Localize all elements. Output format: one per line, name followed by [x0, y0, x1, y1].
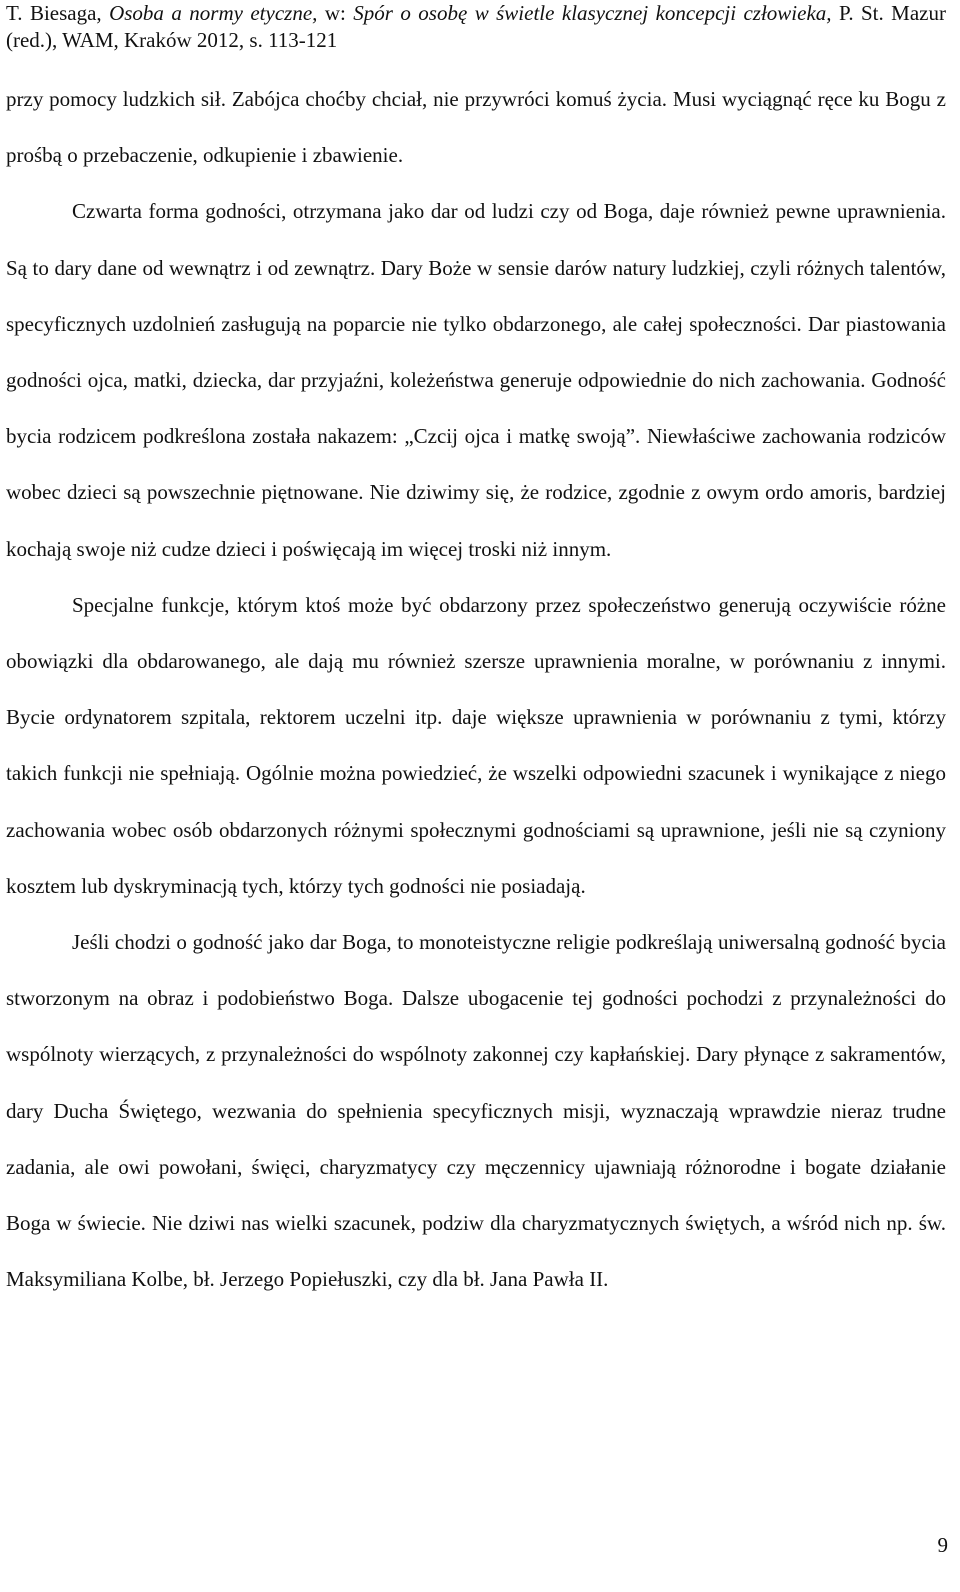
paragraph-1: przy pomocy ludzkich sił. Zabójca choćby chciał, nie przywróci komuś życia. Musi wyciągnąć ręce ku Bogu z prośbą o przebaczenie, odkupienie i zbawienie.	[6, 87, 946, 168]
document-page	[6, 0, 946, 1307]
citation-in: w:	[317, 1, 354, 25]
citation-author: T. Biesaga,	[6, 1, 110, 25]
paragraph-4: Jeśli chodzi o godność jako dar Boga, to monoteistyczne religie podkreślają uniwersalną godność bycia stworzonym na obraz i podobieństwo Boga. Dalsze ubogacenie tej godności pochodzi z przynależności do wspólnoty wierzących, z przynależności do wspólnoty zakonnej czy kapłańskiej. Dary płynące z sakramentów, dary Ducha Świętego, wezwania do spełnienia specyficznych misji, wyznaczają wprawdzie nieraz trudne zadania, ale owi powołani, święci, charyzmatycy czy męczennicy ujawniają różnorodne i bogate działanie Boga w świecie. Nie dziwi nas wielki szacunek, podziw dla charyzmatycznych świętych, a wśród nich np. św. Maksymiliana Kolbe, bł. Jerzego Popiełuszki, czy dla bł. Jana Pawła II.	[6, 930, 946, 1292]
citation-article-title: Osoba a normy etyczne,	[109, 1, 318, 25]
citation-book-title: Spór o osobę w świetle klasycznej koncepcji człowieka,	[353, 1, 832, 25]
paragraph-3: Specjalne funkcje, którym ktoś może być obdarzony przez społeczeństwo generują oczywiście różne obowiązki dla obdarowanego, ale dają mu również szersze uprawnienia moralne, w porównaniu z innymi. Bycie ordynatorem szpitala, rektorem uczelni itp. daje większe uprawnienia w porównaniu z tymi, którzy takich funkcji nie spełniają. Ogólnie można powiedzieć, że wszelki odpowiedni szacunek i wynikające z niego zachowania wobec osób obdarzonych różnymi społecznymi godnościami są uprawnione, jeśli nie są czyniony kosztem lub dyskryminacją tych, którzy tych godności nie posiadają.	[6, 592, 946, 898]
paragraph-2: Czwarta forma godności, otrzymana jako dar od ludzi czy od Boga, daje również pewne uprawnienia. Są to dary dane od wewnątrz i od zewnątrz. Dary Boże w sensie darów natury ludzkiej, czyli różnych talentów, specyficznych uzdolnień zasługują na poparcie nie tylko obdarzonego, ale całej społeczności. Dar piastowania godności ojca, matki, dziecka, dar przyjaźni, koleżeństwa generuje odpowiednie do nich zachowania. Godność bycia rodzicem podkreślona została nakazem: „Czcij ojca i matkę swoją”. Niewłaściwe zachowania rodziców wobec dzieci są powszechnie piętnowane. Nie dziwimy się, że rodzice, zgodnie z owym ordo amoris, bardziej kochają swoje niż cudze dzieci i poświęcają im więcej troski niż innym.	[6, 199, 946, 561]
page-number: 9	[937, 1533, 948, 1557]
citation-header	[6, 0, 946, 54]
citation-publication: P. St. Mazur (red.), WAM, Kraków 2012, s. 113-121	[6, 1, 946, 52]
body-text	[6, 71, 946, 1307]
